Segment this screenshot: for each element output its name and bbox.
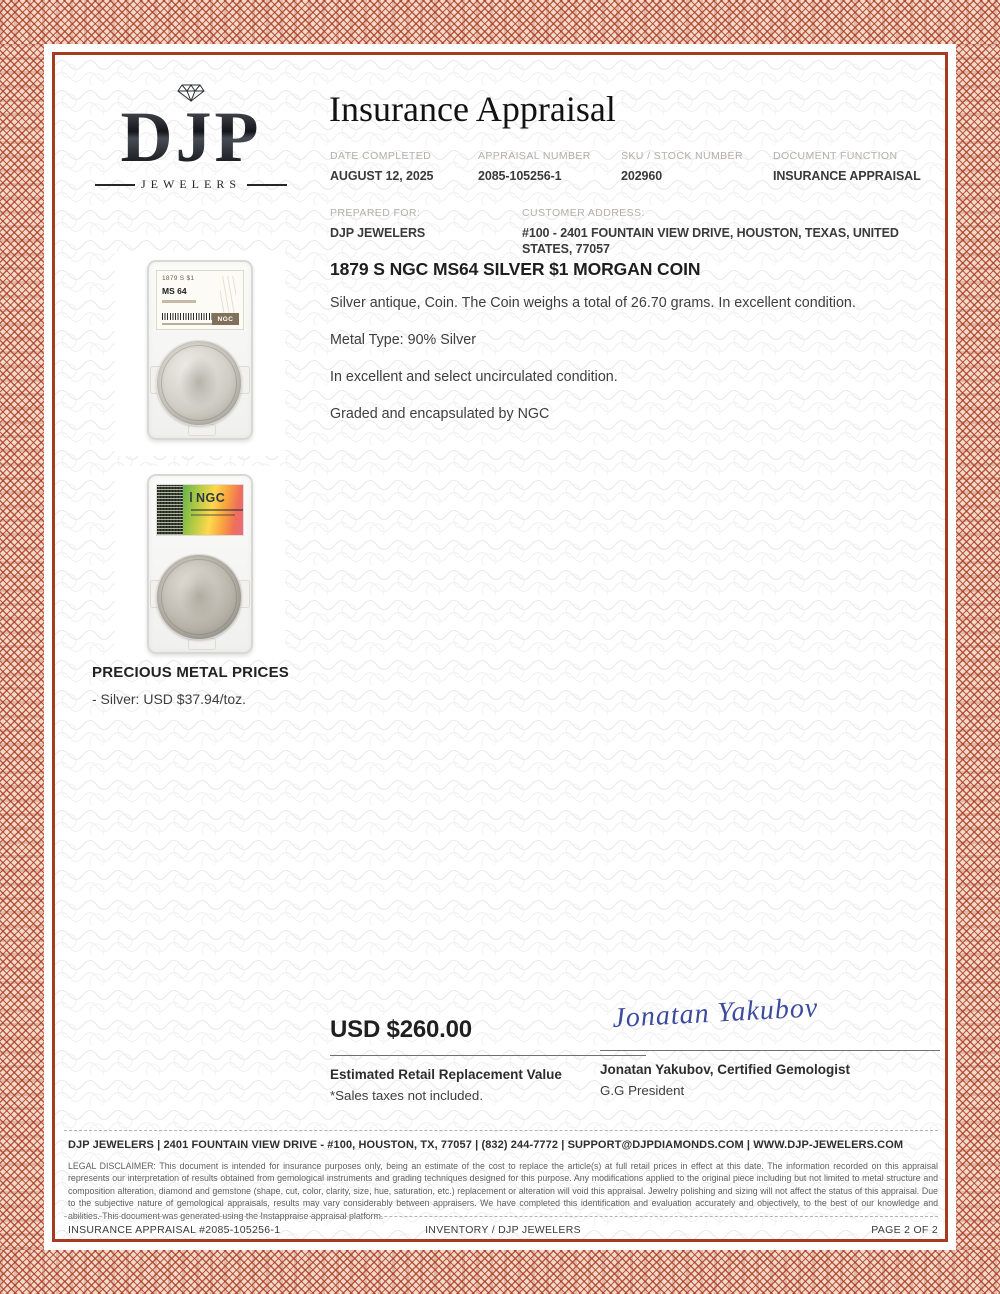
- precious-metal-prices: [92, 664, 289, 707]
- valuation-amount: USD $260.00: [330, 1016, 472, 1043]
- customer-address-value: #100 - 2401 FOUNTAIN VIEW DRIVE, HOUSTON, TEXAS, UNITED STATES, 77057: [522, 226, 899, 256]
- djp-logo: [95, 84, 287, 192]
- coin-photo-obverse: [115, 252, 285, 456]
- precious-metal-heading: PRECIOUS METAL PRICES: [92, 664, 290, 681]
- signer-name: Jonatan Yakubov, Certified Gemologist: [600, 1062, 851, 1077]
- meta-value: 2085-105256-1: [478, 169, 562, 183]
- silver-price: - Silver: USD $37.94/toz.: [92, 691, 247, 707]
- meta-label: APPRAISAL NUMBER: [478, 150, 591, 162]
- ngc-logo-chip: NGC: [212, 313, 239, 325]
- holo-text-line: [191, 514, 235, 516]
- morgan-dollar-obverse: [156, 340, 242, 426]
- logo-rule-right: [247, 184, 287, 186]
- morgan-dollar-reverse: [156, 554, 242, 640]
- logo-subtitle-row: [95, 177, 287, 192]
- prepared-for-label: PREPARED FOR:: [330, 207, 421, 219]
- holo-text-line: [191, 509, 243, 511]
- slab-holo-label: [156, 484, 244, 536]
- page-title: Insurance Appraisal: [329, 89, 616, 129]
- meta-label: DOCUMENT FUNCTION: [773, 150, 898, 162]
- border-band-left: [0, 44, 44, 1250]
- customer-address: [522, 207, 922, 257]
- meta-appraisal-number: [478, 150, 591, 183]
- border-band-top: [0, 0, 1000, 45]
- hologram-strip: [183, 485, 243, 535]
- meta-label: SKU / STOCK NUMBER: [621, 150, 743, 162]
- ngc-slab-obverse: [147, 260, 253, 440]
- signature-line: [600, 1050, 940, 1051]
- coin-photo-reverse: [115, 466, 285, 660]
- logo-subtitle: JEWELERS: [141, 177, 241, 192]
- item-metal-type: Metal Type: 90% Silver: [330, 332, 476, 348]
- cert-number-bar: [162, 300, 196, 303]
- customer-address-label: CUSTOMER ADDRESS:: [522, 207, 645, 219]
- item-description: Silver antique, Coin. The Coin weighs a total of 26.70 grams. In excellent condition.: [330, 295, 856, 311]
- prepared-for-value: DJP JEWELERS: [330, 226, 426, 240]
- prepared-for: [330, 207, 425, 240]
- item-section: [330, 259, 944, 444]
- item-condition: In excellent and select uncirculated condition.: [330, 369, 618, 385]
- item-grading: Graded and encapsulated by NGC: [330, 406, 550, 422]
- ngc-slab-reverse: [147, 474, 253, 654]
- qr-code: [157, 485, 183, 535]
- footer-separator-top: [64, 1130, 938, 1131]
- meta-date-completed: [330, 150, 433, 183]
- valuation-divider: [330, 1055, 646, 1056]
- meta-label: DATE COMPLETED: [330, 150, 432, 162]
- border-band-right: [956, 44, 1000, 1250]
- footer-contact: DJP JEWELERS | 2401 FOUNTAIN VIEW DRIVE - #100, HOUSTON, TX, 77057 | (832) 244-7772 | SUPPORT@DJPDIAMONDS.COM | WWW.DJP-JEWELERS.COM: [68, 1139, 904, 1151]
- ngc-logo-text: NGC: [196, 491, 226, 505]
- logo-rule-left: [95, 184, 135, 186]
- meta-sku: [621, 150, 743, 183]
- footer-separator-bottom: [64, 1216, 938, 1217]
- bottom-bar-inventory: INVENTORY / DJP JEWELERS: [425, 1224, 581, 1236]
- valuation-label: Estimated Retail Replacement Value: [330, 1067, 562, 1082]
- bottom-bar-appraisal-ref: INSURANCE APPRAISAL #2085-105256-1: [68, 1224, 281, 1236]
- meta-value: INSURANCE APPRAISAL: [773, 169, 921, 183]
- item-title: 1879 S NGC MS64 SILVER $1 MORGAN COIN: [330, 259, 701, 279]
- slab-label: [156, 270, 244, 330]
- border-band-bottom: [0, 1249, 1000, 1294]
- meta-value: 202960: [621, 169, 663, 183]
- legal-disclaimer: LEGAL DISCLAIMER: This document is intended for insurance purposes only, being an estimate of the cost to replace the article(s) at full retail prices in effect at this date. The information recorded on this appraisal represents our interpretation of results obtained from gemological instruments and grading techniques designed for this purpose. Any modifications applied to the original piece including but not limited to metal structure and composition alteration, diamond and gemstone (shape, cut, color, clarity, size, hue, saturation, etc.) replacement or alteration will void this appraisal. Jewelry polishing and sizing will not affect the status of this appraisal. Due to the subjective nature of gemological appraisals, results may vary considerably between appraisers. We have completed this identification and evaluation accurately and objectively, to the best of our knowledge and abilities. This document was generated using the Instappraise appraisal platform.: [68, 1161, 938, 1221]
- slab-grade: MS 64: [162, 286, 187, 296]
- barcode: [162, 313, 218, 320]
- signer-title: G.G President: [600, 1083, 685, 1098]
- meta-value: AUGUST 12, 2025: [330, 169, 434, 183]
- signature-script: Jonatan Yakubov: [611, 992, 820, 1035]
- bottom-bar-page-number: PAGE 2 OF 2: [871, 1224, 938, 1236]
- meta-document-function: [773, 150, 921, 183]
- label-bottom-row: [162, 313, 239, 325]
- signature-block: [600, 992, 940, 1098]
- microtext-bar: [162, 323, 216, 325]
- valuation-block: [330, 1016, 646, 1103]
- tax-note: *Sales taxes not included.: [330, 1088, 484, 1103]
- slab-coin-title: 1879 S $1: [162, 275, 195, 282]
- logo-initials: DJP: [95, 103, 287, 171]
